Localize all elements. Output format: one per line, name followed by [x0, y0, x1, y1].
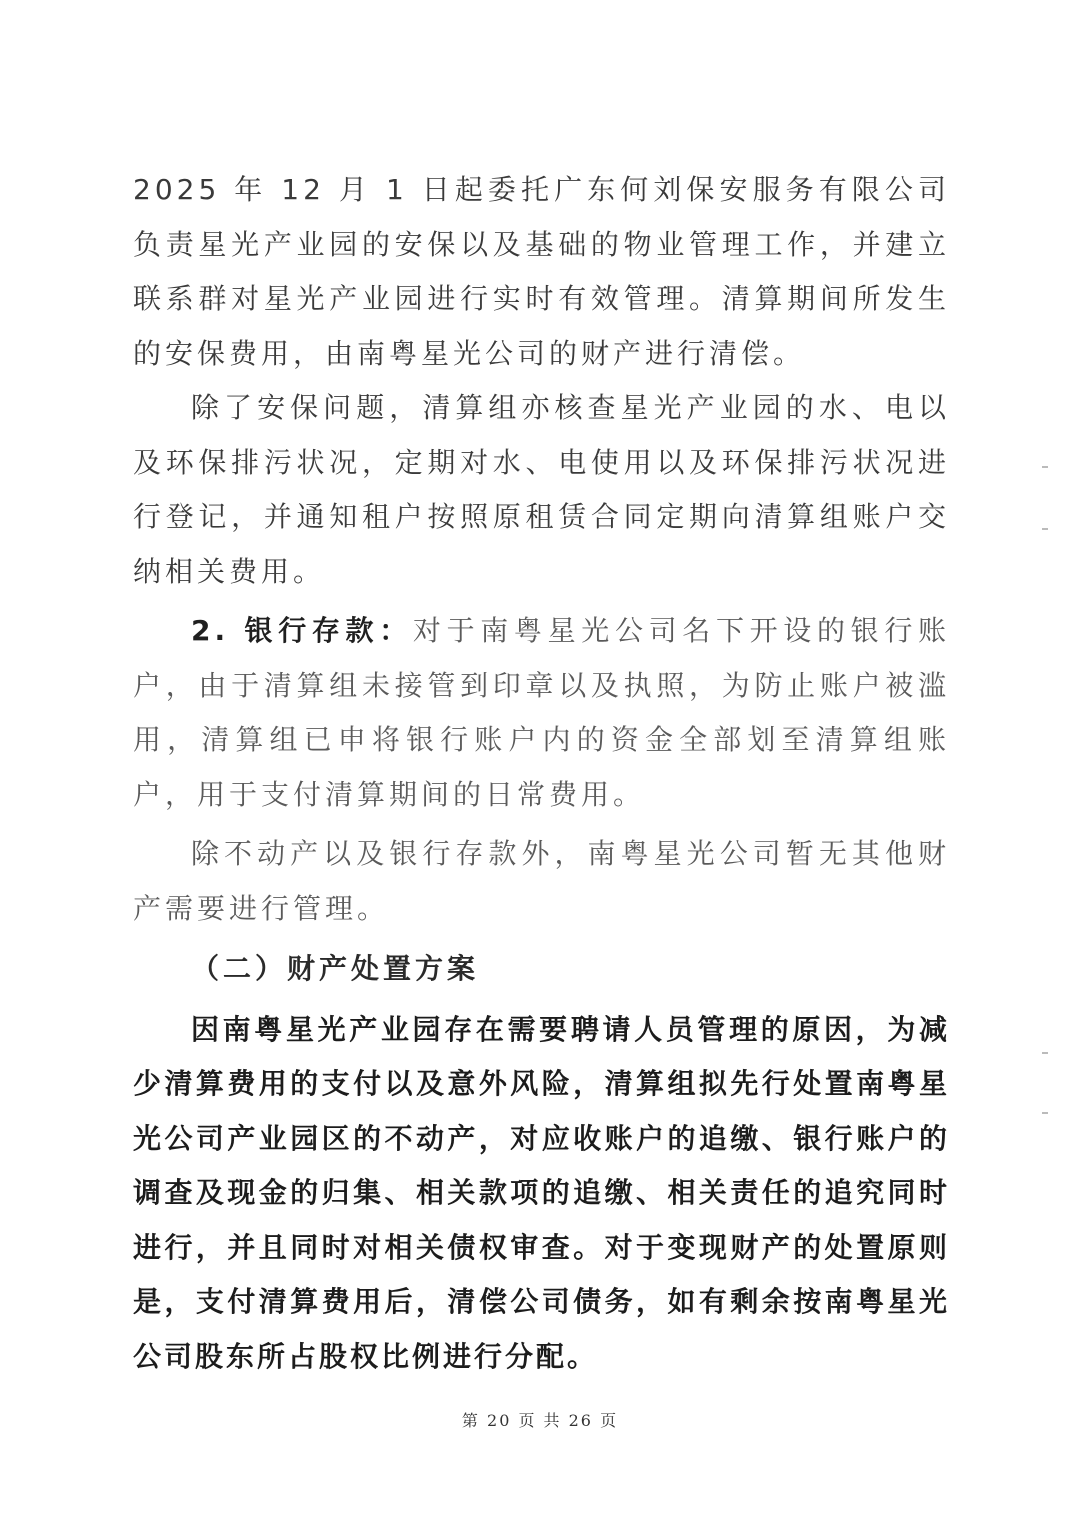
bank-deposits-label: 2. 银行存款： — [191, 614, 413, 647]
scan-mark — [1042, 1052, 1048, 1054]
paragraph-security-arrangement: 2025 年 12 月 1 日起委托广东何刘保安服务有限公司负责星光产业园的安保以及基础的物业管理工作，并建立联系群对星光产业园进行实时有效管理。清算期间所发生的安保费用，由南粤星光公司的财产进行清偿。 — [133, 173, 950, 370]
scan-mark — [1042, 528, 1048, 530]
paragraph-other-assets: 除不动产以及银行存款外，南粤星光公司暂无其他财产需要进行管理。 — [133, 837, 950, 925]
paragraph-bank-deposits — [133, 604, 950, 822]
page-body — [133, 163, 950, 1384]
bank-deposits-body: 对于南粤星光公司名下开设的银行账户，由于清算组未接管到印章以及执照，为防止账户被滥用，清算组已申将银行账户内的资金全部划至清算组账户，用于支付清算期间的日常费用。 — [133, 614, 950, 811]
paragraph-utilities-inspection: 除了安保问题，清算组亦核查星光产业园的水、电以及环保排污状况，定期对水、电使用以及环保排污状况进行登记，并通知租户按照原租赁合同定期向清算组账户交纳相关费用。 — [133, 391, 950, 588]
scan-mark — [1042, 1112, 1048, 1114]
scan-mark — [1042, 466, 1048, 468]
section-heading-disposal-plan: （二）财产处置方案 — [191, 952, 480, 985]
paragraph-disposal-plan: 因南粤星光产业园存在需要聘请人员管理的原因，为减少清算费用的支付以及意外风险，清算组拟先行处置南粤星光公司产业园区的不动产，对应收账户的追缴、银行账户的调查及现金的归集、相关款项的追缴、相关责任的追究同时进行，并且同时对相关债权审查。对于变现财产的处置原则是，支付清算费用后，清偿公司债务，如有剩余按南粤星光公司股东所占股权比例进行分配。 — [133, 1012, 950, 1373]
page-number: 第 20 页 共 26 页 — [461, 1411, 619, 1430]
